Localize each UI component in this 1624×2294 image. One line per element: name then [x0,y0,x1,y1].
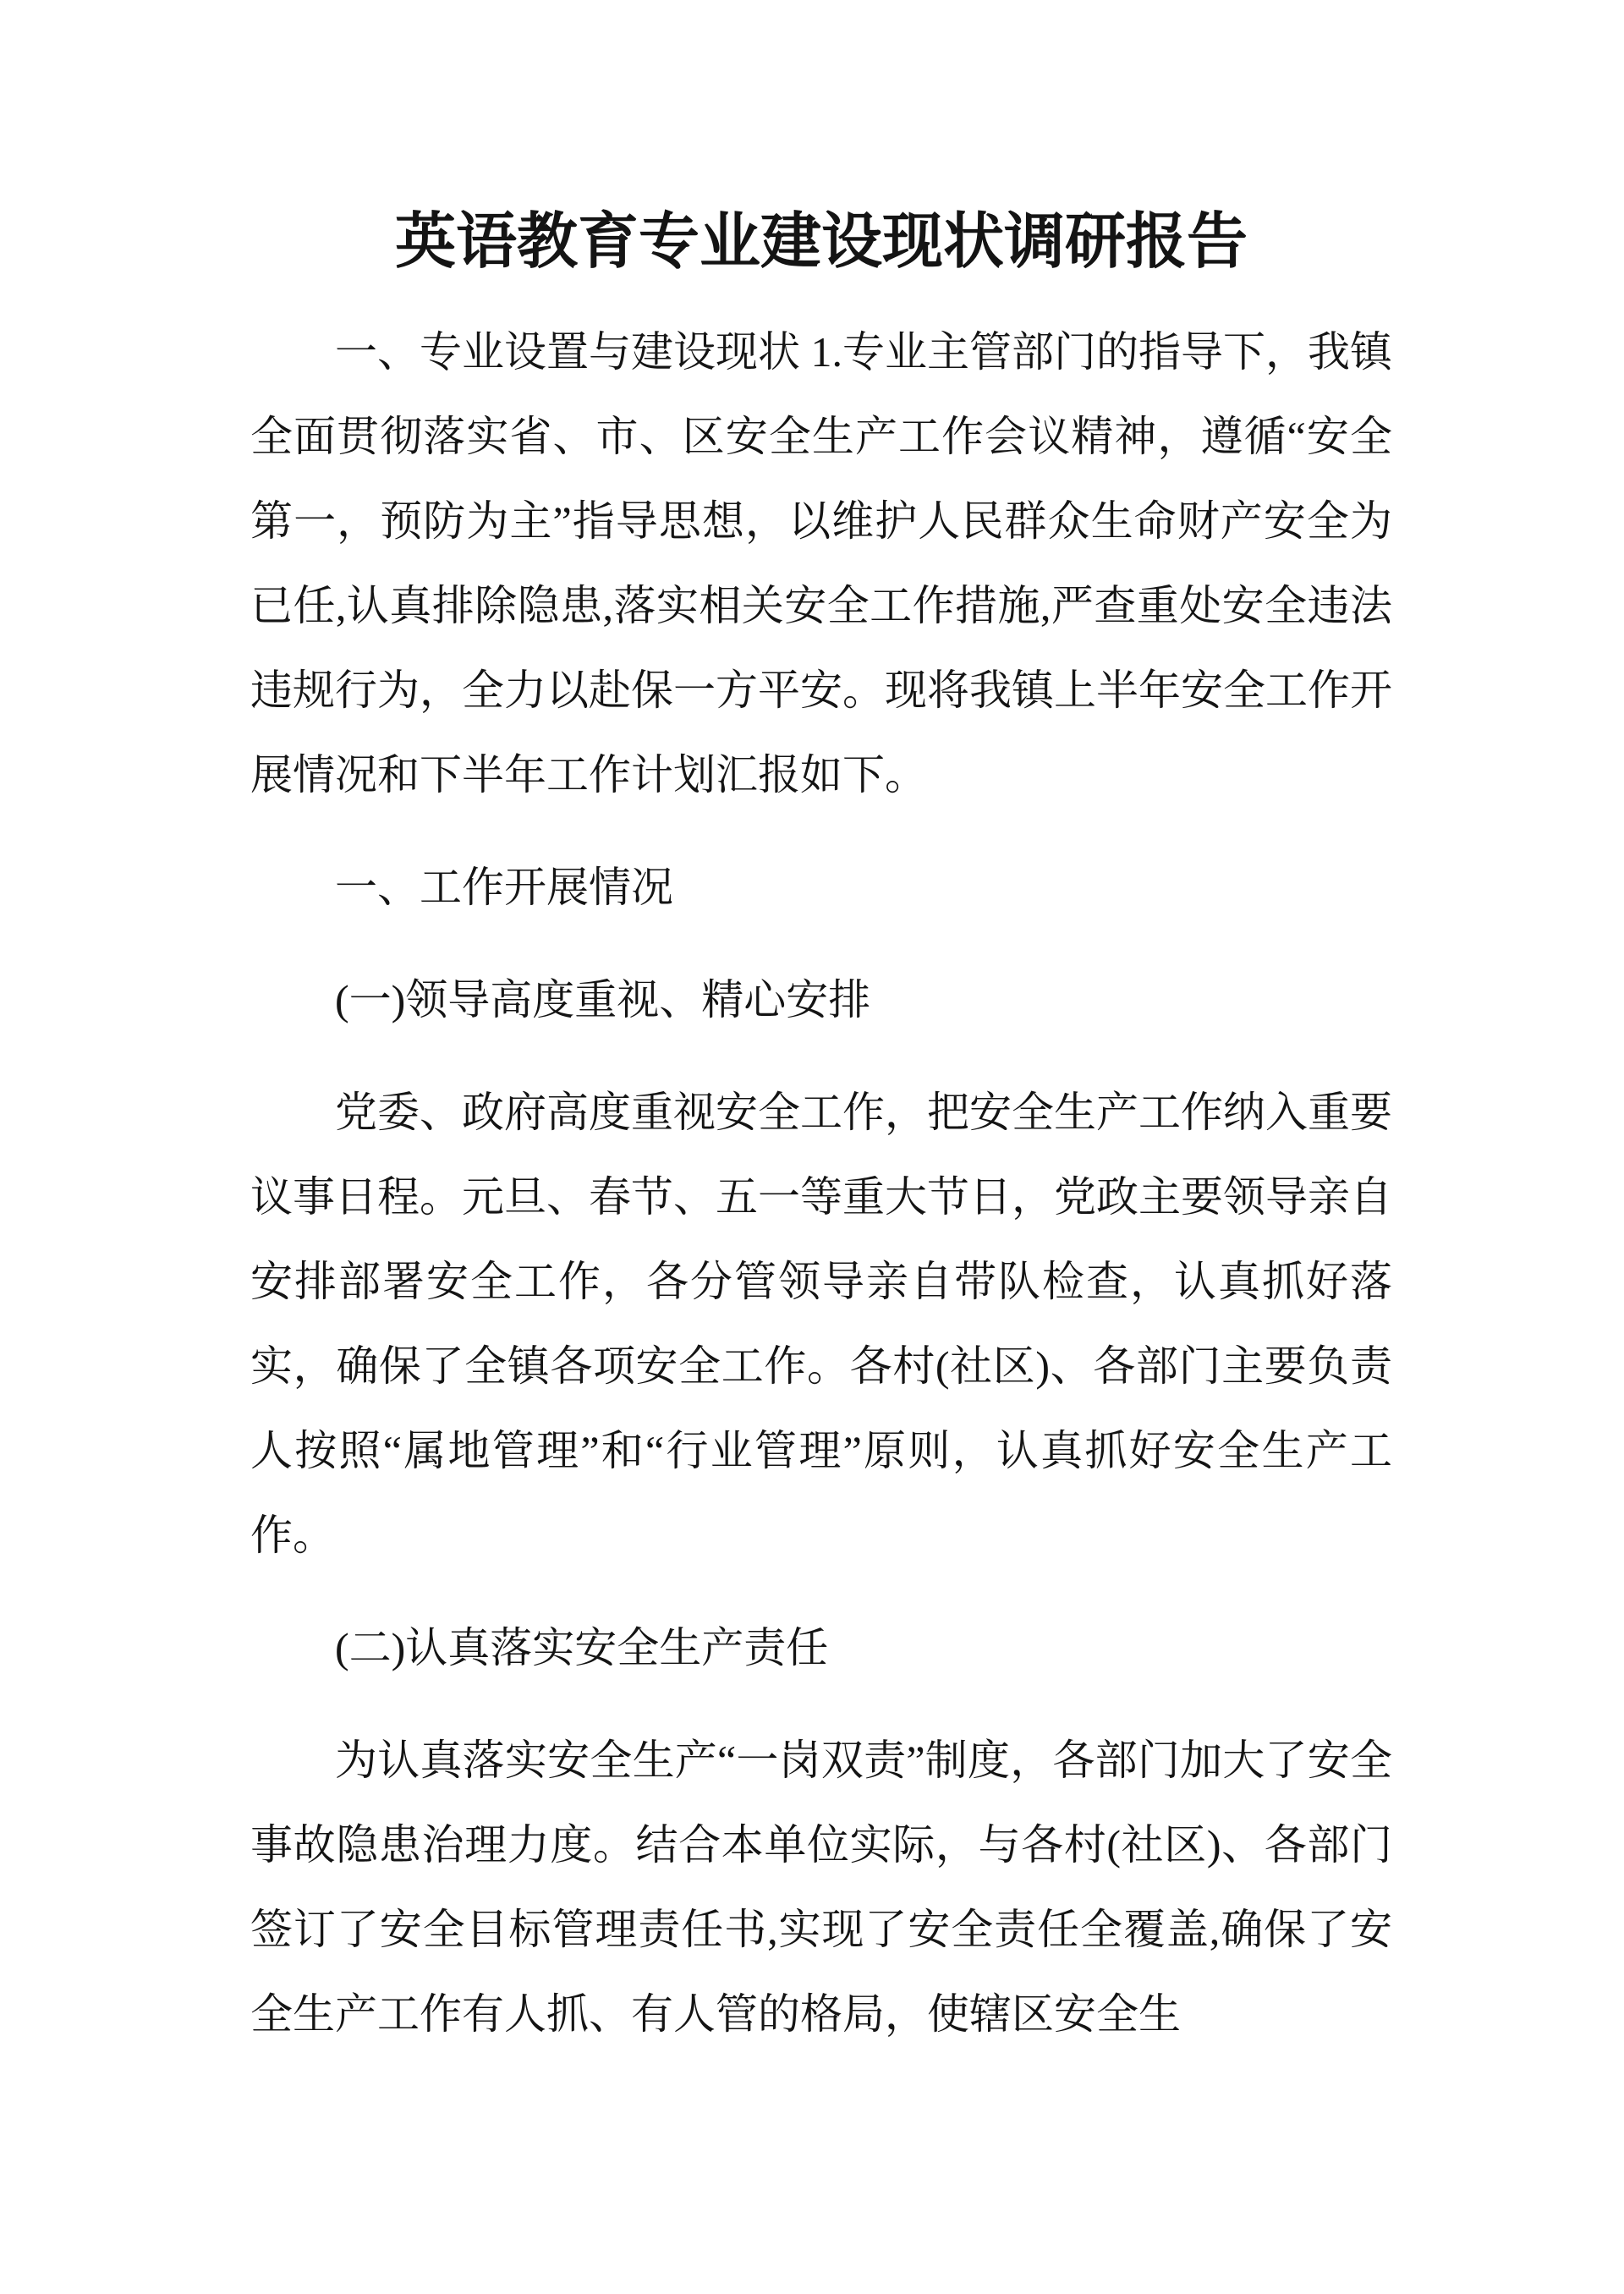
subsection-heading-responsibility: (二)认真落实安全生产责任 [335,1624,829,1671]
paragraph-overview: 一、专业设置与建设现状 1.专业主管部门的指导下，我镇全面贯彻落实省、市、区安全生产工作会议精神，遵循“安全第一，预防为主”指导思想，以维护人民群众生命财产安全为已任,认真排除隐患,落实相关安全工作措施,严查重处安全违法违规行为，全力以赴保一方平安。现将我镇上半年安全工作开展情况和下半年工作计划汇报如下。 [250,328,1392,799]
paragraph-leadership-detail: 党委、政府高度重视安全工作，把安全生产工作纳入重要议事日程。元旦、春节、五一等重大节日，党政主要领导亲自安排部署安全工作，各分管领导亲自带队检查，认真抓好落实，确保了全镇各项安全工作。各村(社区)、各部门主要负责人按照“属地管理”和“行业管理”原则，认真抓好安全生产工作。 [250,1089,1392,1559]
document-title: 英语教育专业建设现状调研报告 [394,208,1248,276]
document-body [250,310,1392,2056]
section-heading-work-progress: 一、工作开展情况 [335,864,673,911]
paragraph-responsibility-detail: 为认真落实安全生产“一岗双责”制度，各部门加大了安全事故隐患治理力度。结合本单位实际，与各村(社区)、各部门签订了安全目标管理责任书,实现了安全责任全覆盖,确保了安全生产工作有人抓、有人管的格局，使辖区安全生 [250,1737,1392,2038]
subsection-heading-leadership: (一)领导高度重视、精心安排 [335,976,871,1024]
